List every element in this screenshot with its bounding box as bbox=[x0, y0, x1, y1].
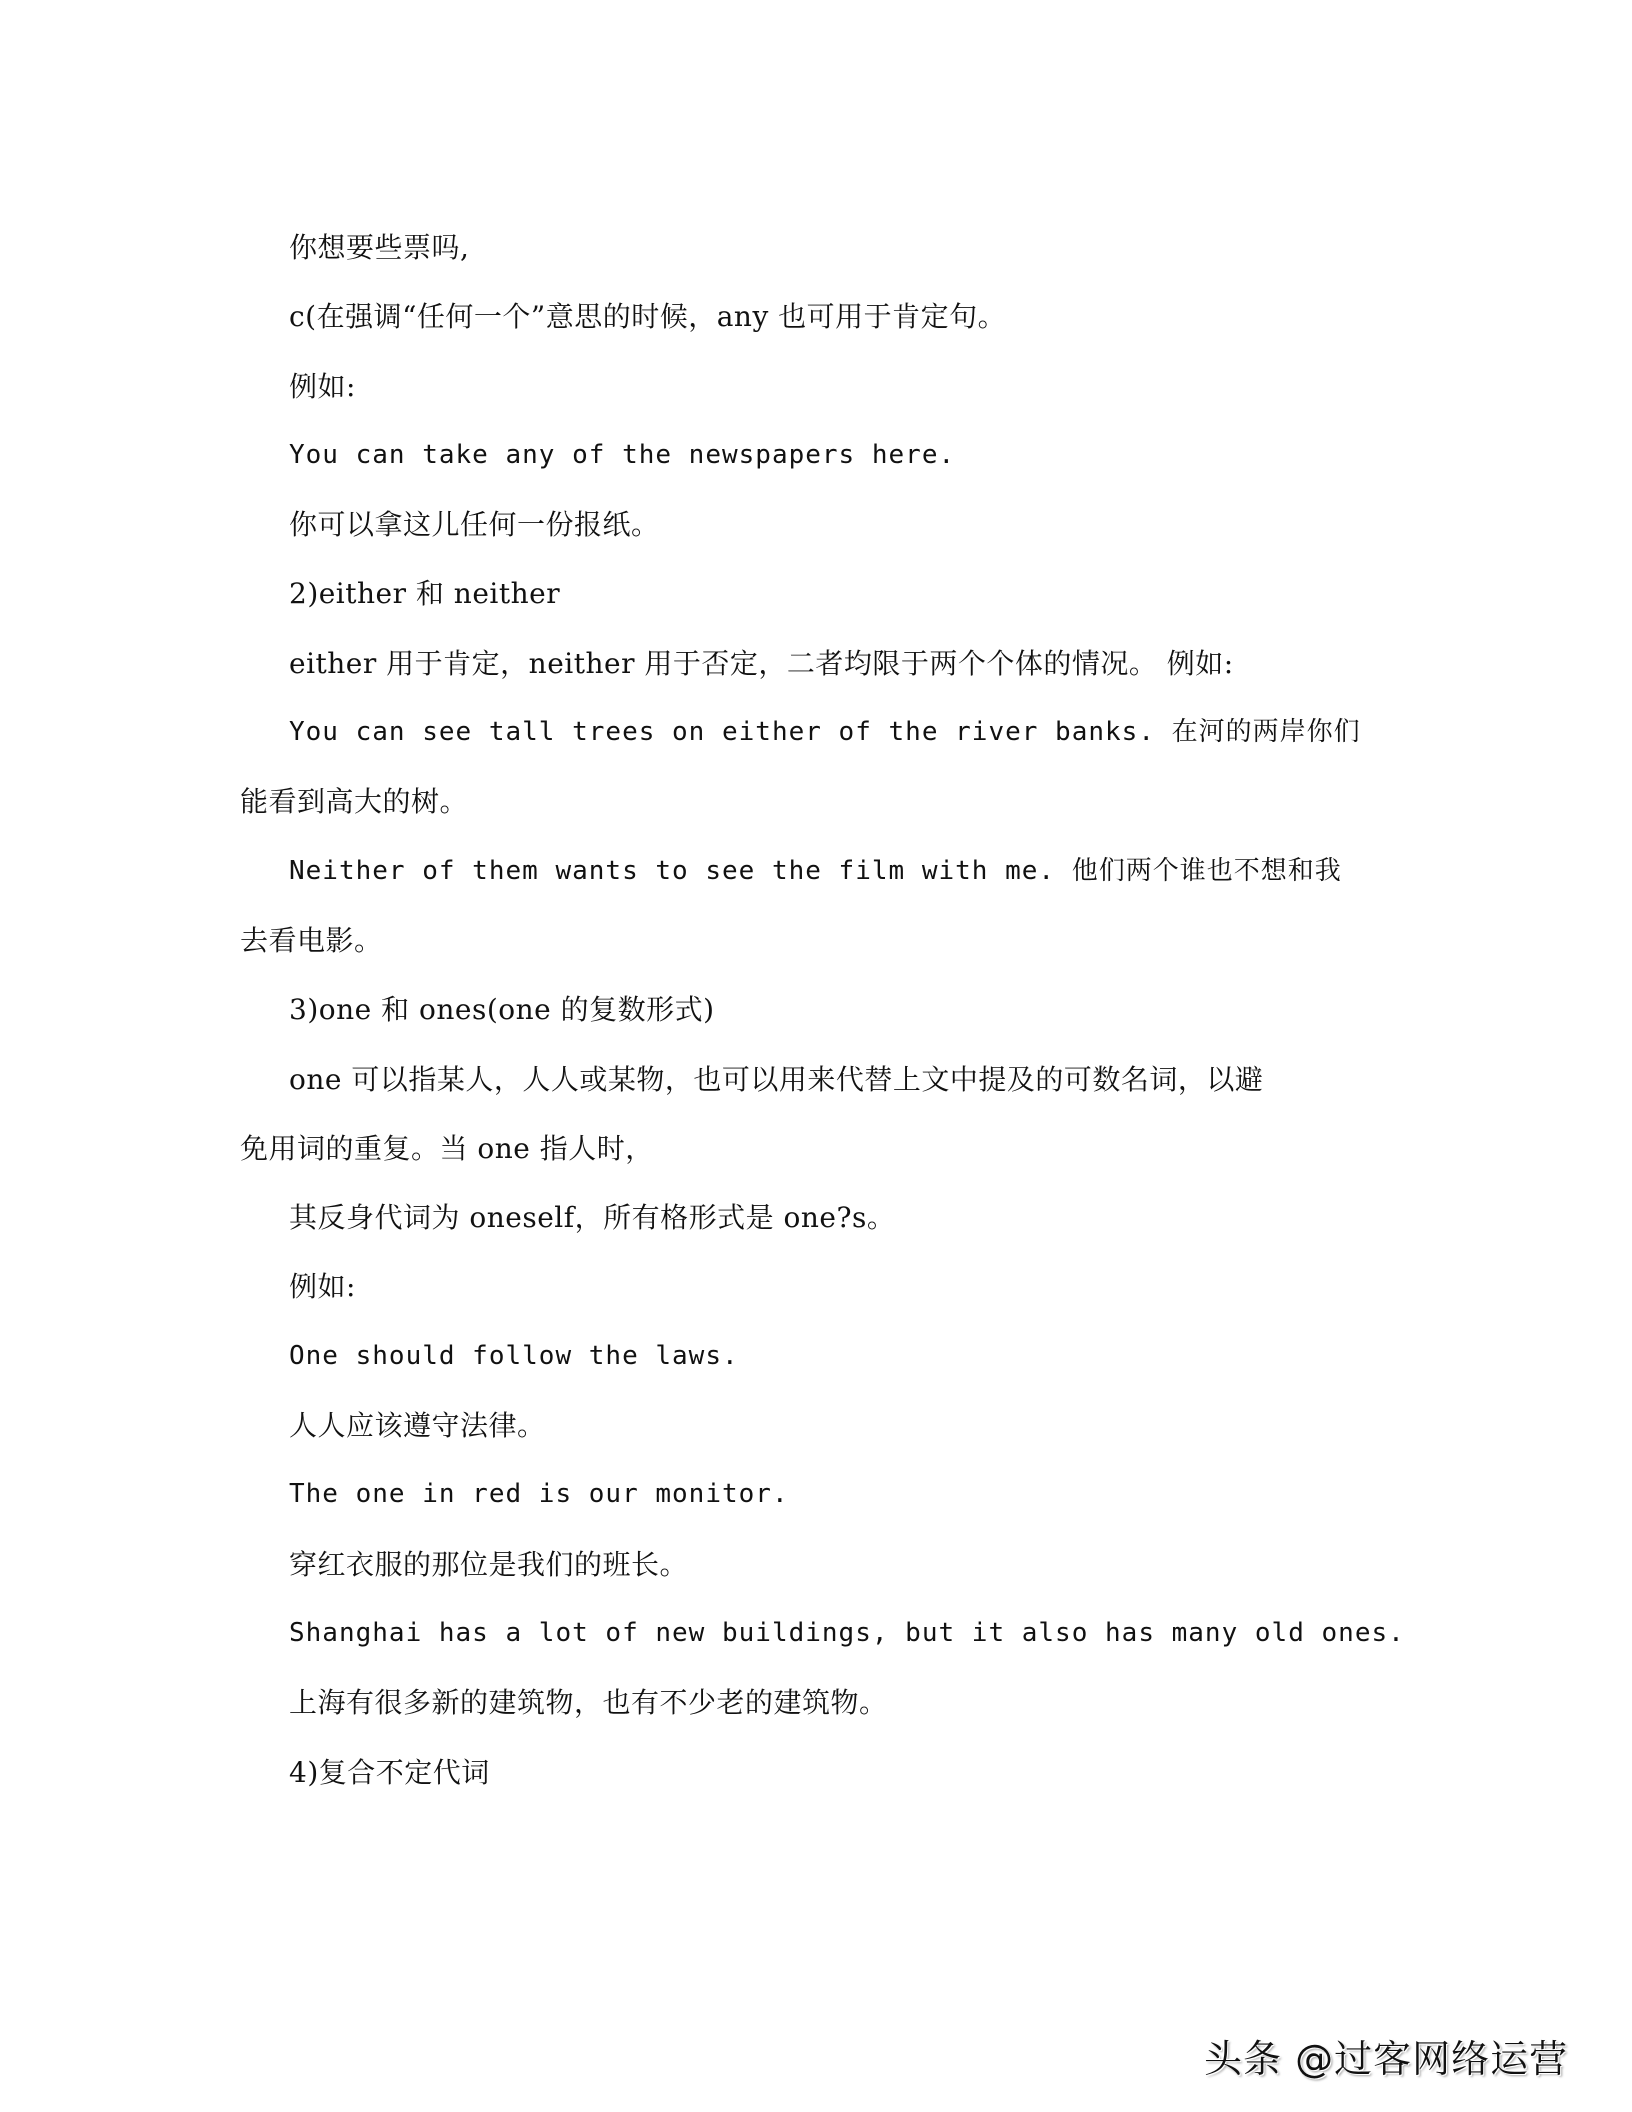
section-heading: 3)one 和 ones(one 的复数形式) bbox=[289, 993, 715, 1027]
text-line: one 可以指某人，人人或某物，也可以用来代替上文中提及的可数名词，以避 bbox=[289, 1062, 1264, 1096]
example-sentence: Shanghai has a lot of new buildings, but it also has many old ones. bbox=[289, 1617, 1405, 1648]
example-sentence: You can see tall trees on either of the river banks. 在河的两岸你们 bbox=[289, 717, 1361, 748]
text-line: 其反身代词为 oneself，所有格形式是 one?s。 bbox=[289, 1201, 896, 1235]
example-sentence: Neither of them wants to see the film with me. 他们两个谁也不想和我 bbox=[289, 855, 1342, 886]
example-sentence: One should follow the laws. bbox=[289, 1340, 739, 1371]
text-line: 例如: bbox=[289, 369, 356, 403]
text-line: 上海有很多新的建筑物，也有不少老的建筑物。 bbox=[289, 1686, 888, 1720]
text-line: 你想要些票吗, bbox=[289, 231, 470, 264]
section-heading: 4)复合不定代词 bbox=[289, 1755, 490, 1789]
text-line: 例如: bbox=[289, 1270, 356, 1304]
example-sentence: The one in red is our monitor. bbox=[289, 1479, 789, 1510]
text-line: 能看到高大的树。 bbox=[240, 785, 469, 819]
text-line: either 用于肯定，neither 用于否定，二者均限于两个个体的情况。 例如: bbox=[289, 646, 1234, 680]
text-line: c(在强调“任何一个”意思的时候，any 也可用于肯定句。 bbox=[289, 300, 1007, 334]
example-sentence: You can take any of the newspapers here. bbox=[289, 439, 956, 470]
text-line: 你可以拿这儿任何一份报纸。 bbox=[289, 508, 660, 542]
section-heading: 2)either 和 neither bbox=[289, 577, 561, 611]
text-line: 去看电影。 bbox=[240, 923, 383, 957]
watermark: 头条 @过客网络运营 bbox=[1204, 2037, 1569, 2081]
text-line: 穿红衣服的那位是我们的班长。 bbox=[289, 1547, 689, 1581]
text-line: 免用词的重复。当 one 指人时， bbox=[240, 1131, 654, 1165]
text-line: 人人应该遵守法律。 bbox=[289, 1409, 546, 1443]
document-page bbox=[240, 213, 1405, 1807]
